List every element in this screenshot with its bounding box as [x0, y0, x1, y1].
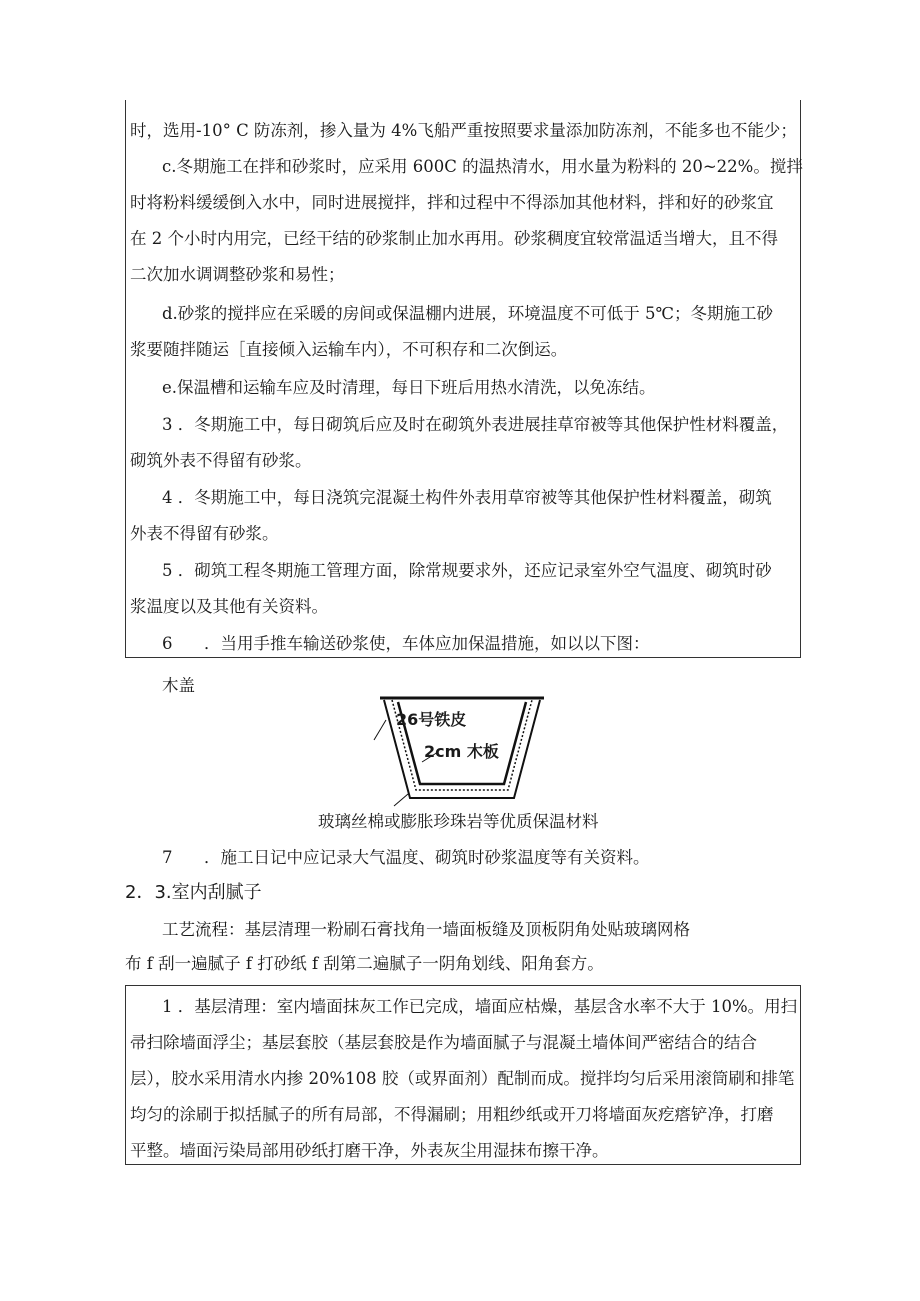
box1-line-5: 二次加水调调整砂浆和易性；	[130, 265, 345, 284]
figure-caption: 玻璃丝棉或膨胀珍珠岩等优质保温材料	[318, 812, 599, 831]
box2-line-1: 1 ．基层清理：室内墙面抹灰工作已完成，墙面应枯燥，基层含水率不大于 10%。用扫	[162, 997, 798, 1016]
box1-line-9: 3 ．冬期施工中，每日砌筑后应及时在砌筑外表进展挂草帘被等其他保护性材料覆盖，	[162, 415, 789, 434]
box1-line-11: 4 ．冬期施工中，每日浇筑完混凝土构件外表用草帘被等其他保护性材料覆盖，砌筑	[162, 488, 772, 507]
item-7: 7 ．施工日记中应记录大气温度、砌筑时砂浆温度等有关资料。	[162, 848, 650, 867]
box2-line-5: 平整。墙面污染局部用砂纸打磨干净，外表灰尘用湿抹布擦干净。	[130, 1141, 609, 1160]
figure-top-label: 木盖	[162, 676, 195, 695]
box1-line-2: c.冬期施工在拌和砂浆时，应采用 600C 的温热清水，用水量为粉料的 20~22%。搅拌	[162, 157, 803, 176]
box1-line-7: 浆要随拌随运［直接倾入运输车内），不可积存和二次倒运。	[130, 340, 568, 359]
box1-line-13: 5 ．砌筑工程冬期施工管理方面，除常规要求外，还应记录室外空气温度、砌筑时砂	[162, 561, 772, 580]
process-flow-line-2: 布 f 刮一遍腻子 f 打砂纸 f 刮第二遍腻子一阴角划线、阳角套方。	[125, 954, 604, 973]
box1-line-12: 外表不得留有砂浆。	[130, 524, 279, 543]
box1-line-10: 砌筑外表不得留有砂浆。	[130, 451, 312, 470]
box1-line-14: 浆温度以及其他有关资料。	[130, 597, 328, 616]
figure-label-wood-board: 2cm 木板	[424, 742, 499, 761]
insulation-leader-line	[394, 794, 408, 806]
box2-line-3: 层），胶水采用清水内掺 20%108 胶（或界面剂）配制而成。搅拌均匀后采用滚筒刷和排笔	[130, 1069, 795, 1088]
section-heading: 2．3.室内刮腻子	[125, 882, 262, 903]
box1-line-4: 在 2 个小时内用完，已经干结的砂浆制止加水再用。砂浆稠度宜较常温适当增大，且不得	[130, 229, 778, 248]
lid-leader-line	[374, 720, 386, 740]
box1-line-8: e.保温槽和运输车应及时清理，每日下班后用热水清洗，以免冻结。	[162, 378, 656, 397]
box1-line-3: 时将粉料缓缓倒入水中，同时进展搅拌，拌和过程中不得添加其他材料，拌和好的砂浆宜	[130, 193, 774, 212]
box1-line-15: 6 ．当用手推车输送砂浆使，车体应加保温措施，如以以下图：	[162, 634, 650, 653]
box1-line-6: d.砂浆的搅拌应在采暖的房间或保温棚内进展，环境温度不可低于 5℃；冬期施工砂	[162, 304, 774, 323]
box1-line-1: 时，选用-10° C 防冻剂，掺入量为 4%飞船严重按照要求量添加防冻剂，不能多也不能少；	[130, 121, 797, 140]
box2-line-4: 均匀的涂刷于拟括腻子的所有局部，不得漏刷；用粗纱纸或开刀将墙面灰疙瘩铲净，打磨	[130, 1105, 774, 1124]
box2-line-2: 帚扫除墙面浮尘；基层套胶（基层套胶是作为墙面腻子与混凝土墙体间严密结合的结合	[130, 1033, 757, 1052]
figure-label-iron-sheet: 26号铁皮	[396, 710, 467, 729]
process-flow-line-1: 工艺流程：基层清理一粉刷石膏找角一墙面板缝及顶板阴角处贴玻璃网格	[162, 920, 690, 939]
